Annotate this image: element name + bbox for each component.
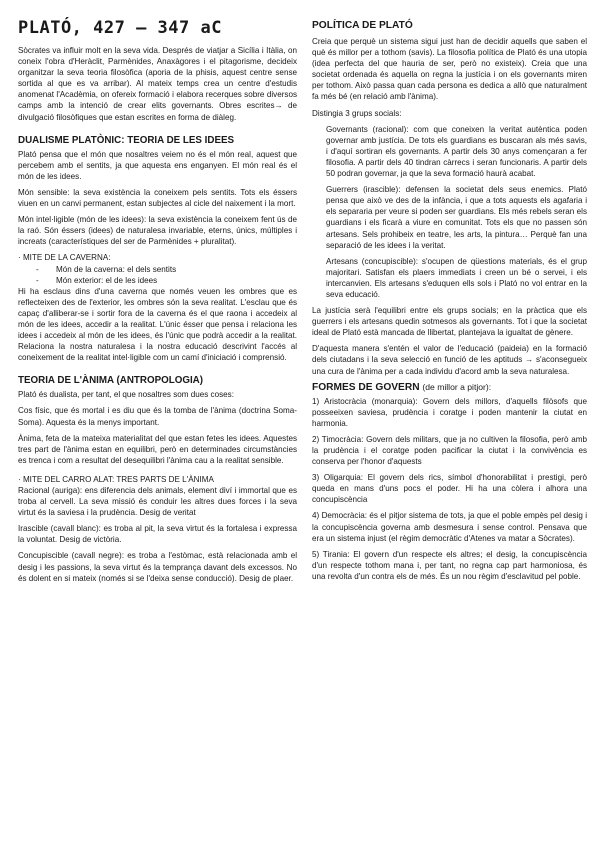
- mon-sensible-paragraph: Món sensible: la seva existència la coneixem pels sentits. Tots els éssers viuen en un canvi permanent, estan subjectes al cicle del naixement i la mort.: [18, 187, 297, 209]
- grups-intro: Distingia 3 grups socials:: [312, 108, 402, 118]
- guerrers-paragraph: Guerrers (irascible): defensen la societat dels seus enemics. Plató pensa que això ve des de la infància, i que a tots aquests els agafaria i els separaria per veure si poden ser guardians. Els més rebels seran els guardians i els ficarà a viure en comunitat. Tots els que no passen són artesans. Sels prohibeix en teatre, les arts, la pintura… Perquè fan una separació de les idees i la veritat.: [326, 185, 587, 250]
- caverna-list: [18, 264, 297, 286]
- page-title: PLATÓ, 427 – 347 aC: [18, 18, 222, 38]
- list-item: - Món exterior: el de les idees: [56, 275, 297, 286]
- left-column: [18, 14, 297, 589]
- formes-heading-row: [312, 382, 587, 393]
- forma-govern-2: 2) Timocràcia: Govern dels militars, que ja no cultiven la filosofia, però amb la prudència i el coratge poden pacificar la ciutat i la convivència es conserva per l'honor d'aquests: [312, 434, 587, 467]
- educacio-paragraph: D'aquesta manera s'entén el valor de l'educació (paideia) en la formació dels ciutadans i la seva selecció en funció de les aptituds → s'aconsegueix una cura de l'ànima per a cada individu d'acord amb la seva naturalesa.: [312, 344, 587, 376]
- dualisme-paragraph: Plató pensa que el món que nosaltres veiem no és el món real, aquest que percebem amb el sentits, ja que aquesta ens enganyen. El món real és el món de les idees.: [18, 149, 297, 181]
- anima-paragraph-2: Cos físic, que és mortal i es diu que és la tomba de l'ànima (doctrina Soma-Soma). Aquesta és la menys important.: [18, 406, 297, 427]
- intro-paragraph: Sòcrates va influir molt en la seva vida. Després de viatjar a Sicília i Itàlia, on coneix l'obra d'Heràclit, Parmènides, Anaxàgores i el pitagorisme, decideix organitzar la seva teoria filosòfica (aporia de la phisis, aquest centre sense sortida al que es va arribar). Al mateix temps crea un centre d'estudis anomenat l'Acadèmia, on ofereix formació i elabora recerques sobre diversos camps amb la intenció de crear elits governants. Obres escrites→ de divulgació filosòfiques que estan escrites en forma de diàleg.: [18, 46, 297, 122]
- carro-paragraph-2: Irascible (cavall blanc): es troba al pit, la seva virtut és la fortalesa i expressa la voluntat. Desig de victòria.: [18, 524, 297, 545]
- anima-paragraph-3: Ànima, feta de la mateixa materialitat del que estan fetes les idees. Aquestes tres part de l'ànima estan en equilibri, però en determinades circumstàncies es trenca i com a resultat del desequilibri l'ànima cau a la realitat sensible.: [18, 433, 297, 465]
- forma-govern-3: 3) Oligarquia: El govern dels rics, símbol d'honorabilitat i prestigi, però queda en mans d'uns pocs el poder. Hi ha una còlera i alhora una concupiscència: [312, 473, 587, 505]
- list-item: - Món de la caverna: el dels sentits: [56, 264, 297, 275]
- right-column: [312, 14, 587, 587]
- forma-govern-4: 4) Democràcia: és el pitjor sistema de tots, ja que el poble empès pel desig i la concupiscència governa amb desmesura i sense control. Pensava que era un sistema injust (el règim democràtic d'Atenes va matar a Sòcrates).: [312, 511, 587, 543]
- carro-label: · MITE DEL CARRO ALAT: TRES PARTS DE L'ÀNIMA: [18, 474, 214, 484]
- politica-heading: POLÍTICA DE PLATÓ: [312, 20, 413, 31]
- forma-govern-5: 5) Tirania: El govern d'un respecte els altres; el desig, la concupiscència d'un respecte tothom mana i, per tant, no regna cap part harmoniosa, és una revolta d'un contra els de més. És un nou règim d'esclavitud pel poble.: [312, 549, 587, 581]
- artesans-paragraph: Artesans (concupiscible): s'ocupen de qüestions materials, és el grup majoritari. Satisfan els plaers immediats i creen un bé o servei, i els intercanvien. Els artesans s'eduquen ells sols i Plató no vol entrar en la seva educació.: [326, 256, 587, 299]
- governants-paragraph: Governants (racional): com que coneixen la veritat autèntica poden governar amb justícia. De tots els guardians es buscaran als més savis, i d'aquí sortiran els governants. A partir dels 30 anys començaran a fer filosofia. A partir dels 40 tindran càrrecs i seran funcionaris. A partir dels 50 podran governar, ja que la seva formació haurà acabat.: [326, 124, 587, 179]
- forma-govern-1: 1) Aristocràcia (monarquia): Govern dels millors, d'aquells filòsofs que posseeixen saviesa, prudència i coratge i poden mantenir la ciutat en harmonia.: [312, 396, 587, 428]
- formes-subheading: (de millor a pitjor):: [422, 381, 492, 392]
- anima-heading: TEORIA DE L'ÀNIMA (ANTROPOLOGIA): [18, 375, 204, 387]
- politica-paragraph: Creia que perquè un sistema sigui just han de decidir aquells que saben el què és millor per a tothom (savis). La filosofia política de Plató és una utopia (idea perfecta del que hauria de ser, però no existeix). Creia que una societat ordenada és aquella on regna la justícia i on els governants miren per tothom. Això passa quan cada persona es dedica a allò que naturalment fa més bé (en relació amb l'ànima).: [312, 37, 587, 102]
- carro-paragraph-3: Concupiscible (cavall negre): es troba a l'estòmac, està relacionada amb el desig i les passions, la seva virtut és la temprança davant dels excessos. No és dolent en si mateix (només si se l'deixa sense conducció). Desig de plaer.: [18, 551, 297, 583]
- carro-paragraph-1: Racional (auriga): ens diferencia dels animals, element diví i immortal que es troba al cervell. La seva missió és conduir les altres dues forces i la seva virtut és la saviesa i la prudència. Desig de veritat: [18, 486, 297, 518]
- anima-paragraph-1: Plató és dualista, per tant, el que nosaltres som dues coses:: [18, 390, 234, 400]
- justicia-paragraph: La justícia serà l'equilibri entre els grups socials; en la pràctica que els guerrers i els artesans quedin sotmesos als governants. Tot i que la societat ideal de Plató està mancada de llibertat, plantejava la igualtat de gènere.: [312, 306, 587, 338]
- caverna-label: · MITE DE LA CAVERNA:: [18, 253, 111, 263]
- dualisme-heading: DUALISME PLATÒNIC: TEORIA DE LES IDEES: [18, 134, 235, 146]
- caverna-paragraph: Hi ha esclaus dins d'una caverna que només veuen les ombres que es reflecteixen des de l'exterior, les ombres són la seva realitat. L'esclau que és capaç d'alliberar-se i sortir fora de la caverna és el que raona i accedeix al món de les idees, accedir a la realitat. L'únic ésser que pensa i relaciona les idees i accedeix al món de les idees, és l'únic que podrà accedir a la realitat. Relaciona la nostra naturalesa i la nostra educació descrivint l'accés al coneixement de la realitat intel·ligible com un camí d'iniciació i comprensió.: [18, 286, 297, 363]
- formes-heading: FORMES DE GOVERN: [312, 381, 420, 393]
- mon-intelligible-paragraph: Món intel·ligible (món de les idees): la seva existència la coneixem fent ús de la raó. Són éssers (idees) de naturalesa invariable, eterns, únics, múltiples i increats (característiques del ser de Parmènides + pluralitat).: [18, 215, 297, 247]
